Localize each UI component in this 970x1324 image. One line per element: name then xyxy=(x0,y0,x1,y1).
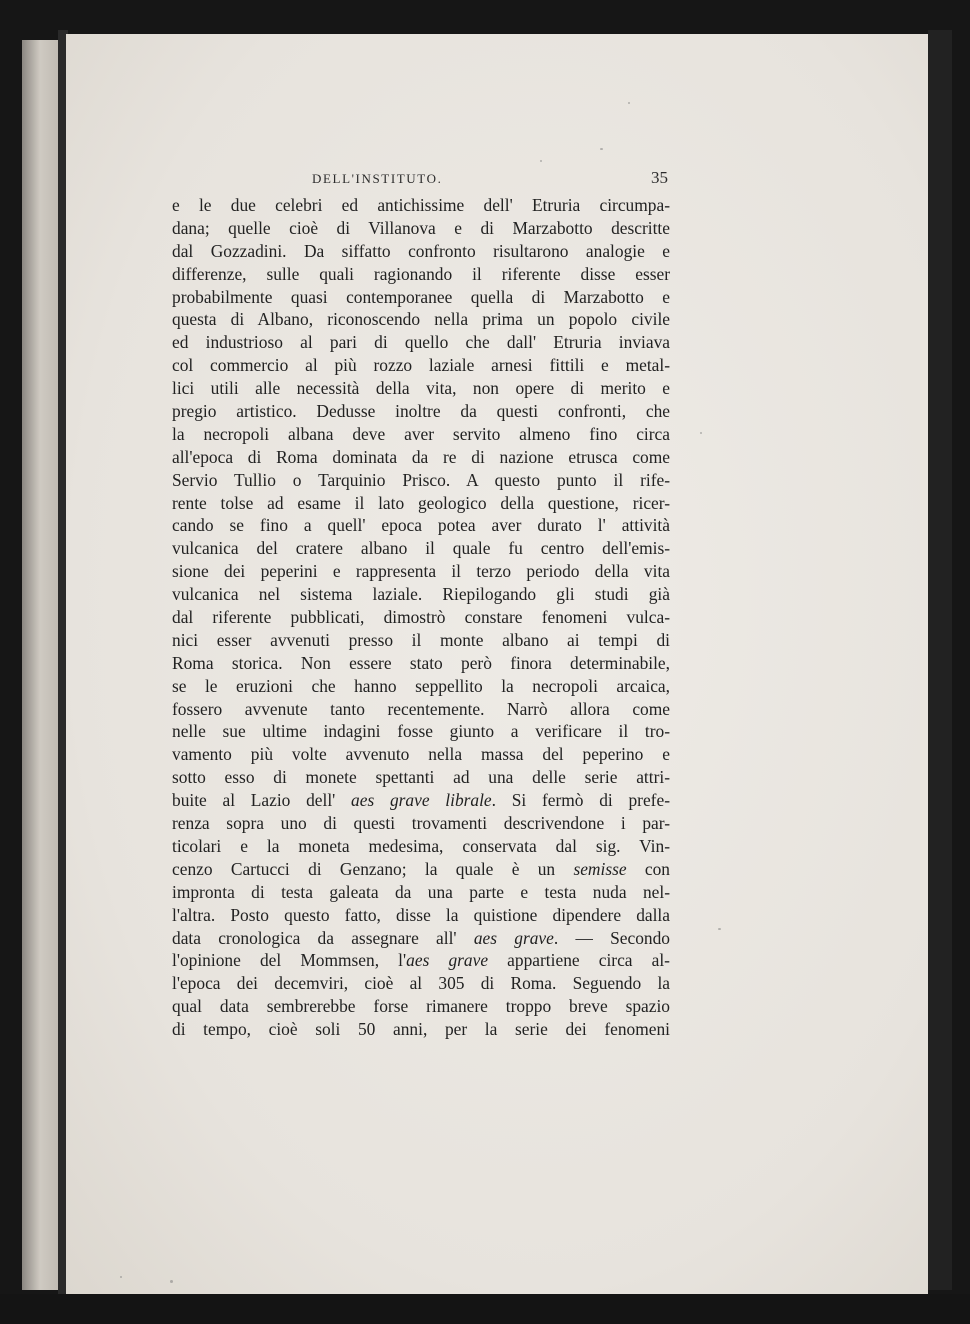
text-segment: con xyxy=(626,858,670,879)
text-segment: impronta di testa galeata da una parte e testa nuda nel- xyxy=(172,881,670,902)
text-segment: . Si fermò di prefe- xyxy=(491,790,670,811)
text-line xyxy=(172,652,670,675)
text-line xyxy=(172,194,670,217)
text-segment: ticolari e la moneta medesima, conservata dal sig. Vin- xyxy=(172,835,670,856)
text-segment: sotto esso di monete spettanti ad una delle serie attri- xyxy=(172,767,670,788)
text-segment: all'epoca di Roma dominata da re di nazione etrusca come xyxy=(172,446,670,467)
text-segment: fossero avvenute tanto recentemente. Narrò allora come xyxy=(172,698,670,719)
text-segment: questa di Albano, riconoscendo nella prima un popolo civile xyxy=(172,309,670,330)
text-segment: nici esser avvenuti presso il monte albano ai tempi di xyxy=(172,629,670,650)
text-line xyxy=(172,743,670,766)
scanner-border-right xyxy=(928,30,952,1290)
text-segment: e le due celebri ed antichissime dell' Etruria circumpa- xyxy=(172,195,670,215)
text-segment: buite al Lazio dell' xyxy=(172,790,352,811)
text-segment: nelle sue ultime indagini fosse giunto a verificare il tro- xyxy=(172,721,670,742)
text-segment: appartiene circa al- xyxy=(488,950,670,971)
text-segment: l'opinione del Mommsen, l' xyxy=(172,950,407,971)
text-segment: vamento più volte avvenuto nella massa del peperino e xyxy=(172,744,670,765)
text-line xyxy=(172,263,670,286)
text-line xyxy=(172,927,670,950)
text-segment: se le eruzioni che hanno seppellito la necropoli arcaica, xyxy=(172,675,670,696)
text-line xyxy=(172,972,670,995)
text-segment: Roma storica. Non essere stato però finora determinabile, xyxy=(172,652,670,673)
text-segment: ed industrioso al pari di quello che dall' Etruria inviava xyxy=(172,332,670,353)
text-line xyxy=(172,881,670,904)
italic-term: aes grave librale xyxy=(351,790,492,811)
text-segment: la necropoli albana deve aver servito almeno fino circa xyxy=(172,423,670,444)
text-line xyxy=(172,675,670,698)
text-line xyxy=(172,766,670,789)
italic-term: semisse xyxy=(573,858,627,879)
text-segment: col commercio al più rozzo laziale arnesi fittili e metal- xyxy=(172,355,670,376)
text-segment: differenze, sulle quali ragionando il riferente disse esser xyxy=(172,263,670,284)
text-line xyxy=(172,835,670,858)
text-segment: l'altra. Posto questo fatto, disse la quistione dipendere dalla xyxy=(172,904,670,925)
text-segment: l'epoca dei decemviri, cioè al 305 di Roma. Seguendo la xyxy=(172,973,670,994)
text-line xyxy=(172,949,670,972)
text-line xyxy=(172,1018,670,1041)
text-line xyxy=(172,240,670,263)
italic-term: aes grave xyxy=(473,927,554,948)
text-segment: renza sopra uno di questi trovamenti descrivendone i par- xyxy=(172,813,670,834)
text-segment: Servio Tullio o Tarquinio Prisco. A questo punto il rife- xyxy=(172,469,670,490)
text-segment: dal Gozzadini. Da siffatto confronto risultarono analogie e xyxy=(172,240,670,261)
text-line xyxy=(172,789,670,812)
text-segment: sione dei peperini e rappresenta il terzo periodo della vita xyxy=(172,561,670,582)
text-line xyxy=(172,583,670,606)
text-segment: data cronologica da assegnare all' xyxy=(172,927,474,948)
text-segment: probabilmente quasi contemporanee quella di Marzabotto e xyxy=(172,286,670,307)
text-segment: cando se fino a quell' epoca potea aver durato l' attività xyxy=(172,515,670,536)
text-segment: vulcanica nel sistema laziale. Riepilogando gli studi già xyxy=(172,584,670,605)
text-line xyxy=(172,858,670,881)
text-line xyxy=(172,514,670,537)
page-number: 35 xyxy=(651,168,668,187)
text-segment: rente tolse ad esame il lato geologico della questione, ricer- xyxy=(172,492,670,513)
text-segment: dal riferente pubblicati, dimostrò constare fenomeni vulca- xyxy=(172,607,670,628)
text-line xyxy=(172,423,670,446)
running-title: DELL'INSTITUTO. xyxy=(312,171,443,186)
text-segment: lici utili alle necessità della vita, non opere di merito e xyxy=(172,378,670,399)
text-line xyxy=(172,606,670,629)
text-segment: di tempo, cioè soli 50 anni, per la serie dei fenomeni xyxy=(172,1019,670,1040)
text-segment: qual data sembrerebbe forse rimanere troppo breve spazio xyxy=(172,996,670,1017)
text-line xyxy=(172,904,670,927)
scanner-border-bottom xyxy=(0,1294,970,1324)
text-line xyxy=(172,560,670,583)
text-line xyxy=(172,400,670,423)
previous-leaf-edge xyxy=(22,40,62,1290)
text-line xyxy=(172,698,670,721)
text-segment: cenzo Cartucci di Genzano; la quale è un xyxy=(172,858,574,879)
text-line xyxy=(172,354,670,377)
text-line xyxy=(172,492,670,515)
text-line xyxy=(172,629,670,652)
text-line xyxy=(172,537,670,560)
text-segment: . — Secondo xyxy=(553,927,670,948)
text-line xyxy=(172,217,670,240)
text-line xyxy=(172,995,670,1018)
running-head xyxy=(172,168,670,190)
text-segment: dana; quelle cioè di Villanova e di Marzabotto descritte xyxy=(172,217,670,238)
body-text xyxy=(172,194,670,1041)
text-line xyxy=(172,446,670,469)
text-segment: vulcanica del cratere albano il quale fu centro dell'emis- xyxy=(172,538,670,559)
text-line xyxy=(172,331,670,354)
italic-term: aes grave xyxy=(406,950,489,971)
text-segment: pregio artistico. Dedusse inoltre da questi confronti, che xyxy=(172,401,670,422)
text-line xyxy=(172,377,670,400)
text-line xyxy=(172,812,670,835)
text-line xyxy=(172,720,670,743)
text-line xyxy=(172,308,670,331)
text-line xyxy=(172,469,670,492)
text-line xyxy=(172,286,670,309)
